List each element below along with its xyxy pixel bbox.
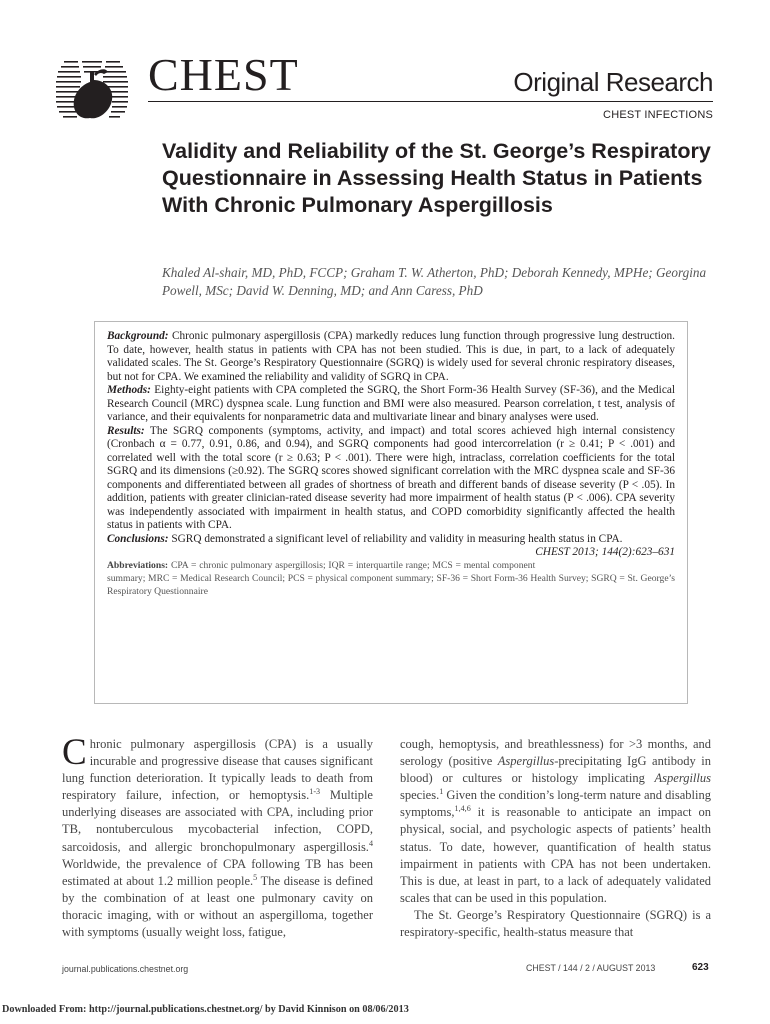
reference-marker[interactable]: 1 (439, 787, 444, 797)
body-text: Given the condition’s long-term nature and disabling symptoms, (400, 788, 711, 820)
body-text: Worldwide, the prevalence of CPA following TB has been estimated at about 1.2 million people. (62, 856, 373, 888)
header-rule (148, 101, 713, 102)
conclusions-label: Conclusions: (107, 532, 169, 545)
results-label: Results: (107, 424, 145, 437)
drop-cap: C (62, 732, 87, 773)
abstract-conclusions (107, 532, 675, 558)
background-text: Chronic pulmonary aspergillosis (CPA) markedly reduces lung function through progressive lung destruction. To date, however, health status in patients with CPA has not been studied. This is due, in part, to a lack of adequately validated scales. The St. George’s Respiratory Questionnaire (SGRQ) is widely used for several chronic respiratory diseases, but not for CPA. We examined the reliability and validity of SGRQ in CPA. (107, 330, 675, 383)
background-label: Background: (107, 330, 169, 342)
conclusions-text: SGRQ demonstrated a significant level of reliability and validity in measuring health status in CPA. (171, 532, 623, 545)
body-paragraph-intro (62, 732, 373, 941)
abstract-results (107, 425, 675, 533)
author-list: Khaled Al-shair, MD, PhD, FCCP; Graham T. W. Atherton, PhD; Deborah Kennedy, MPHe; Georgina Powell, MSc; David W. Denning, MD; and Ann Caress, PhD (162, 265, 707, 298)
download-note: Downloaded From: http://journal.publications.chestnet.org/ by David Kinnison on 08/06/2013 (2, 1004, 409, 1015)
results-text: The SGRQ components (symptoms, activity, and impact) and total scores achieved high internal consistency (Cronbach α = 0.77, 0.91, 0.86, and 0.94), and SGRQ components had good intercorrelation (r ≥ 0.41; P < .001) and correlated well with the total score (r ≥ 0.63; P < .001). There were high, intraclass, correlation coefficients for the total SGRQ and its dimensions (≥0.92). The SGRQ scores showed significant correlation with the MRC dyspnea scale and SF-36 components and differentiated between all grades of shortness of breath and different bands of disease severity (P < .05). In addition, patients with greater clinician-rated disease severity had more impairment of health status (P < .006). CPA severity was independently associated with impairment in health status, and COPD comorbidity significantly affected the health status in patients with CPA. (107, 424, 675, 531)
body-text: cough, hemoptysis, and breathlessness) for >3 months, and serology (positive (400, 737, 711, 769)
body-text: species. (400, 788, 440, 803)
body-column-left (62, 732, 373, 941)
body-text-italic: Aspergillus (497, 754, 555, 769)
methods-text: Eighty-eight patients with CPA completed the SGRQ, the Short Form-36 Health Survey (SF-36), and the Medical Research Council (MRC) dyspnea scale. Lung function and BMI were also measured. Pearson correlation, t test, analysis of variance, and their equivalents for nonparametric data and multivariate linear and binary analyses were used. (107, 384, 675, 423)
body-column-right (400, 736, 711, 941)
methods-label: Methods: (107, 384, 151, 396)
page-number: 623 (692, 962, 709, 973)
abstract-methods (107, 384, 675, 425)
abbreviations (107, 559, 675, 598)
reference-marker[interactable]: 1-3 (309, 787, 321, 797)
subsection-label: CHEST INFECTIONS (603, 109, 713, 121)
footer-issue: CHEST / 144 / 2 / AUGUST 2013 (526, 963, 656, 973)
reference-marker[interactable]: 4 (368, 838, 373, 848)
body-text-italic: Aspergillus (654, 771, 711, 786)
journal-citation: CHEST 2013; 144(2):623–631 (535, 546, 675, 558)
reference-marker[interactable]: 1,4,6 (454, 804, 471, 814)
body-paragraph-sgrq: The St. George’s Respiratory Questionnaire (SGRQ) is a respiratory-specific, health-status measure that (400, 907, 711, 940)
body-text: hronic pulmonary aspergillosis (CPA) is a usually incurable and progressive disease that causes significant lung function deterioration. It typically leads to death from respiratory failure, infection, or hemoptysis. (62, 737, 373, 803)
body-text: The disease is defined by the combination of at least one pulmonary cavity on thoracic imaging, with or without an aspergilloma, together with symptoms (usually weight loss, fatigue, (62, 873, 373, 940)
abstract-box (94, 321, 688, 704)
section-label: Original Research (513, 67, 713, 97)
body-text: Multiple underlying diseases are associated with CPA, including prior TB, nontuberculous mycobacterial infection, COPD, sarcoidosis, and allergic bronchopulmonary aspergillosis. (62, 788, 373, 854)
abbreviations-label: Abbreviations: (107, 560, 169, 571)
body-paragraph-continued (400, 736, 711, 907)
abstract-background (107, 330, 675, 384)
abbreviations-text: CPA = chronic pulmonary aspergillosis; IQR = interquartile range; MCS = mental component summary; MRC = Medical Research Council; PCS = physical component summary; SF-36 = Short Form-36 Health Survey; SGRQ = St. George’s Respiratory Questionnaire (107, 560, 675, 597)
reference-marker[interactable]: 5 (253, 872, 258, 882)
body-text: -precipitating IgG antibody in blood) or cultures or histology implicating (400, 754, 711, 786)
journal-name: CHEST (148, 49, 299, 100)
article-title: Validity and Reliability of the St. George’s Respiratory Questionnaire in Assessing Health Status in Patients With Chronic Pulmonary Aspergillosis (162, 139, 711, 217)
chest-logo-icon (54, 58, 130, 126)
footer-website-link[interactable]: journal.publications.chestnet.org (62, 964, 189, 974)
body-text: it is reasonable to anticipate an impact on physical, social, and psychologic aspects of patients’ health status. To date, however, quantification of health status impairment in patients with CPA has not been undertaken. This is due, at least in part, to a lack of adequately validated scales that can be used in this population. (400, 805, 711, 905)
